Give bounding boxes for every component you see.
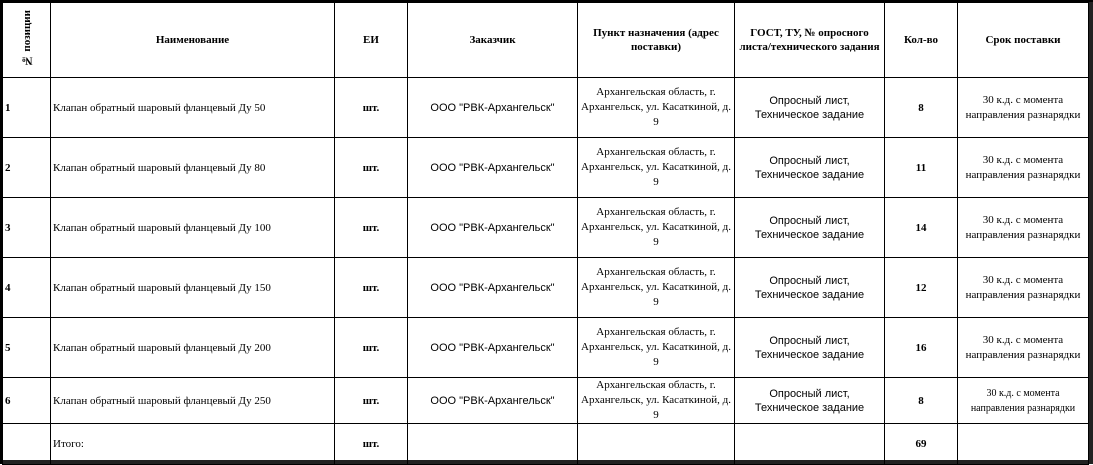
row-number: 6 [3, 378, 51, 424]
row-standard: Опросный лист, Техническое задание [735, 318, 885, 378]
header-position: № позиции [3, 3, 51, 78]
row-name: Клапан обратный шаровый фланцевый Ду 80 [51, 138, 335, 198]
total-unit: шт. [335, 424, 408, 465]
row-address: Архангельская область, г. Архангельск, ул. Касаткиной, д. 9 [578, 378, 735, 424]
header-destination: Пункт назначения (адрес поставки) [578, 3, 735, 78]
row-customer: ООО "РВК-Архангельск" [408, 138, 578, 198]
row-delivery-term: 30 к.д. с момента направления разнарядки [958, 198, 1089, 258]
row-standard: Опросный лист, Техническое задание [735, 78, 885, 138]
row-unit: шт. [335, 318, 408, 378]
total-term-cell [958, 424, 1089, 465]
total-address-cell [578, 424, 735, 465]
header-name: Наименование [51, 3, 335, 78]
row-delivery-term: 30 к.д. с момента направления разнарядки [958, 378, 1089, 424]
row-address: Архангельская область, г. Архангельск, ул. Касаткиной, д. 9 [578, 318, 735, 378]
row-number: 5 [3, 318, 51, 378]
row-customer: ООО "РВК-Архангельск" [408, 78, 578, 138]
row-delivery-term: 30 к.д. с момента направления разнарядки [958, 318, 1089, 378]
row-standard: Опросный лист, Техническое задание [735, 198, 885, 258]
total-customer-cell [408, 424, 578, 465]
row-number: 1 [3, 78, 51, 138]
header-standard: ГОСТ, ТУ, № опросного листа/технического задания [735, 3, 885, 78]
table-row [3, 138, 1089, 198]
total-quantity: 69 [885, 424, 958, 465]
table-row [3, 198, 1089, 258]
row-quantity: 11 [885, 138, 958, 198]
row-unit: шт. [335, 378, 408, 424]
row-customer: ООО "РВК-Архангельск" [408, 378, 578, 424]
header-customer: Заказчик [408, 3, 578, 78]
row-address: Архангельская область, г. Архангельск, ул. Касаткиной, д. 9 [578, 138, 735, 198]
row-quantity: 16 [885, 318, 958, 378]
row-delivery-term: 30 к.д. с момента направления разнарядки [958, 78, 1089, 138]
row-delivery-term: 30 к.д. с момента направления разнарядки [958, 138, 1089, 198]
table-row [3, 78, 1089, 138]
table-row [3, 258, 1089, 318]
row-address: Архангельская область, г. Архангельск, ул. Касаткиной, д. 9 [578, 258, 735, 318]
row-name: Клапан обратный шаровый фланцевый Ду 150 [51, 258, 335, 318]
row-quantity: 12 [885, 258, 958, 318]
row-name: Клапан обратный шаровый фланцевый Ду 100 [51, 198, 335, 258]
row-delivery-term: 30 к.д. с момента направления разнарядки [958, 258, 1089, 318]
row-standard: Опросный лист, Техническое задание [735, 258, 885, 318]
row-address: Архангельская область, г. Архангельск, ул. Касаткиной, д. 9 [578, 198, 735, 258]
row-quantity: 8 [885, 378, 958, 424]
header-quantity: Кол-во [885, 3, 958, 78]
row-unit: шт. [335, 198, 408, 258]
total-row [3, 424, 1089, 465]
row-address: Архангельская область, г. Архангельск, ул. Касаткиной, д. 9 [578, 78, 735, 138]
row-quantity: 14 [885, 198, 958, 258]
table-header-row [3, 3, 1089, 78]
total-label: Итого: [51, 424, 335, 465]
row-customer: ООО "РВК-Архангельск" [408, 258, 578, 318]
table-row [3, 318, 1089, 378]
row-customer: ООО "РВК-Архангельск" [408, 318, 578, 378]
table-row [3, 378, 1089, 424]
row-name: Клапан обратный шаровый фланцевый Ду 200 [51, 318, 335, 378]
row-standard: Опросный лист, Техническое задание [735, 378, 885, 424]
total-standard-cell [735, 424, 885, 465]
row-name: Клапан обратный шаровый фланцевый Ду 50 [51, 78, 335, 138]
row-number: 3 [3, 198, 51, 258]
header-unit: ЕИ [335, 3, 408, 78]
row-name: Клапан обратный шаровый фланцевый Ду 250 [51, 378, 335, 424]
row-unit: шт. [335, 78, 408, 138]
row-standard: Опросный лист, Техническое задание [735, 138, 885, 198]
row-quantity: 8 [885, 78, 958, 138]
row-number: 2 [3, 138, 51, 198]
specification-table [2, 2, 1089, 465]
row-customer: ООО "РВК-Архангельск" [408, 198, 578, 258]
row-unit: шт. [335, 258, 408, 318]
total-number-cell [3, 424, 51, 465]
row-number: 4 [3, 258, 51, 318]
header-delivery-term: Срок поставки [958, 3, 1089, 78]
row-unit: шт. [335, 138, 408, 198]
